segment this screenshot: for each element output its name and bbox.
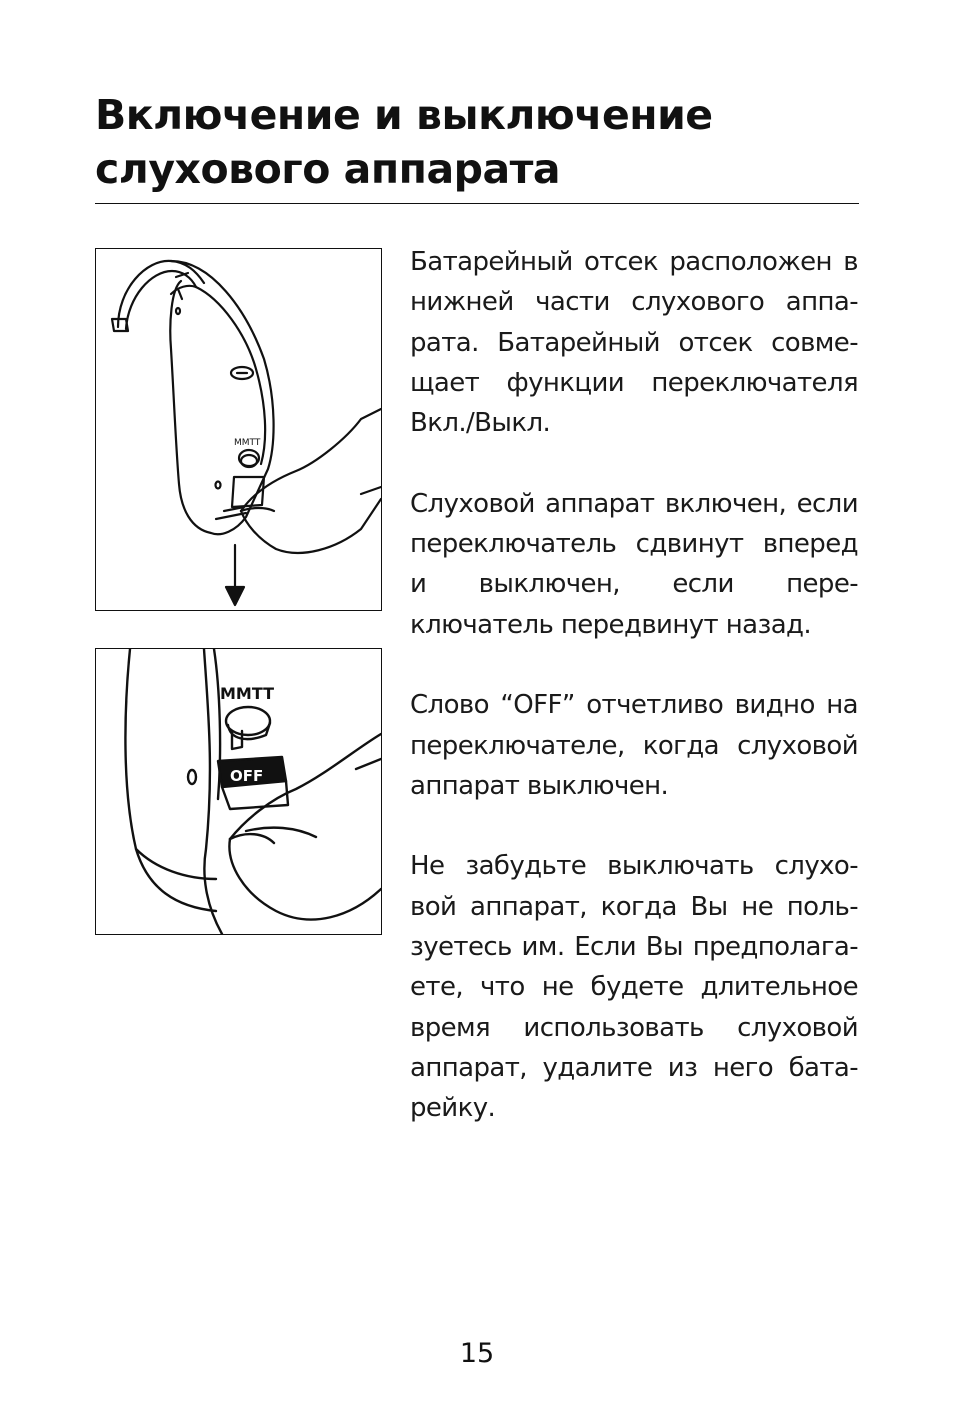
body-text-column	[410, 242, 858, 1169]
title-divider	[95, 203, 859, 204]
hearing-aid-illustration	[96, 249, 381, 610]
device-label-text: MMTT	[234, 438, 261, 448]
paragraph-turn-off-reminder: Не забудьте выключать слухо-вой аппарат, когда Вы не поль-зуетесь им. Если Вы предполага-ете, что не будете длительное время использовать слуховой аппарат, удалите из него бата-рейку.	[410, 851, 858, 1124]
page-title	[95, 88, 859, 196]
device-label-text: MMTT	[220, 684, 275, 703]
paragraph-battery-compartment: Батарейный отсек расположен в нижней части слухового аппа-рата. Батарейный отсек совме-щает функции переключателя Вкл./Выкл.	[410, 247, 858, 439]
page-number: 15	[459, 1338, 495, 1369]
figure-hearing-aid-battery-switch	[95, 248, 382, 611]
ear-hook	[118, 261, 204, 327]
off-switch-label: OFF	[230, 767, 264, 785]
paragraph-switch-position: Слуховой аппарат включен, если переключатель сдвинут вперед и выключен, если пере-ключатель передвинут назад.	[410, 488, 858, 640]
finger	[230, 734, 381, 839]
off-switch-illustration	[96, 649, 381, 934]
page-title-line-1: Включение и выключение	[95, 91, 713, 139]
paragraph-off-label: Слово “OFF” отчетливо видно на переключателе, когда слуховой аппарат выключен.	[410, 690, 858, 801]
page-title-line-2: слухового аппарата	[95, 145, 561, 193]
figure-off-switch-closeup	[95, 648, 382, 935]
